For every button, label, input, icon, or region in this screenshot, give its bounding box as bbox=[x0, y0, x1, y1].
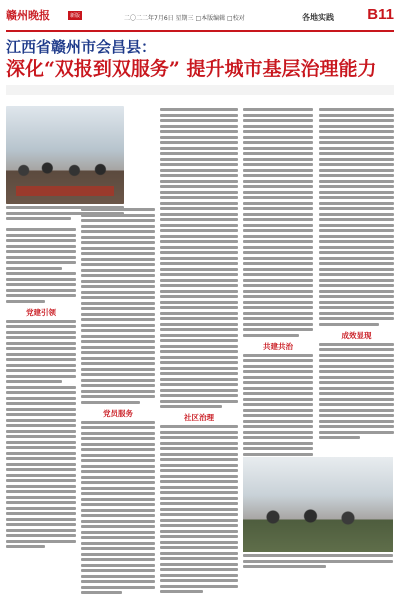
article-photo-bottom bbox=[243, 457, 393, 552]
text-column-5 bbox=[319, 108, 394, 442]
paragraph bbox=[243, 108, 313, 337]
article-kicker: 江西省赣州市会昌县： bbox=[6, 38, 157, 56]
paragraph bbox=[81, 421, 155, 595]
text-column-4 bbox=[243, 108, 313, 464]
paragraph bbox=[319, 343, 394, 440]
headline-block bbox=[6, 38, 394, 95]
masthead-rule bbox=[6, 30, 394, 32]
byline bbox=[6, 85, 394, 95]
article-headline: 深化“双报到双服务” 提升城市基层治理能力 bbox=[6, 58, 377, 80]
text-column-3 bbox=[160, 108, 238, 596]
section-heading-4: 共建共治 bbox=[263, 341, 293, 351]
text-column-1 bbox=[6, 228, 76, 551]
date-line: 二〇二二年7月6日 星期三 □本版编辑 □校对 bbox=[124, 15, 245, 22]
paragraph bbox=[160, 108, 238, 408]
section-heading-3: 社区治理 bbox=[184, 413, 214, 422]
section-heading-5: 成效显现 bbox=[341, 330, 372, 340]
paragraph bbox=[243, 354, 313, 462]
section-name: 各地实践 bbox=[302, 13, 334, 22]
paragraph bbox=[160, 425, 238, 593]
paragraph bbox=[81, 208, 155, 404]
photo-caption-bottom bbox=[243, 554, 393, 570]
article-photo-top bbox=[6, 106, 124, 204]
paragraph bbox=[6, 228, 76, 303]
section-heading-1: 党建引领 bbox=[26, 307, 56, 317]
page-number: B11 bbox=[367, 6, 394, 23]
newspaper-logo: 赣州晚报 bbox=[6, 9, 50, 22]
edition-tag: 新版 bbox=[70, 13, 81, 19]
paragraph bbox=[6, 320, 76, 549]
masthead bbox=[6, 6, 394, 28]
section-heading-2: 党员服务 bbox=[103, 408, 133, 418]
paragraph bbox=[319, 108, 394, 326]
text-column-2 bbox=[81, 208, 155, 597]
